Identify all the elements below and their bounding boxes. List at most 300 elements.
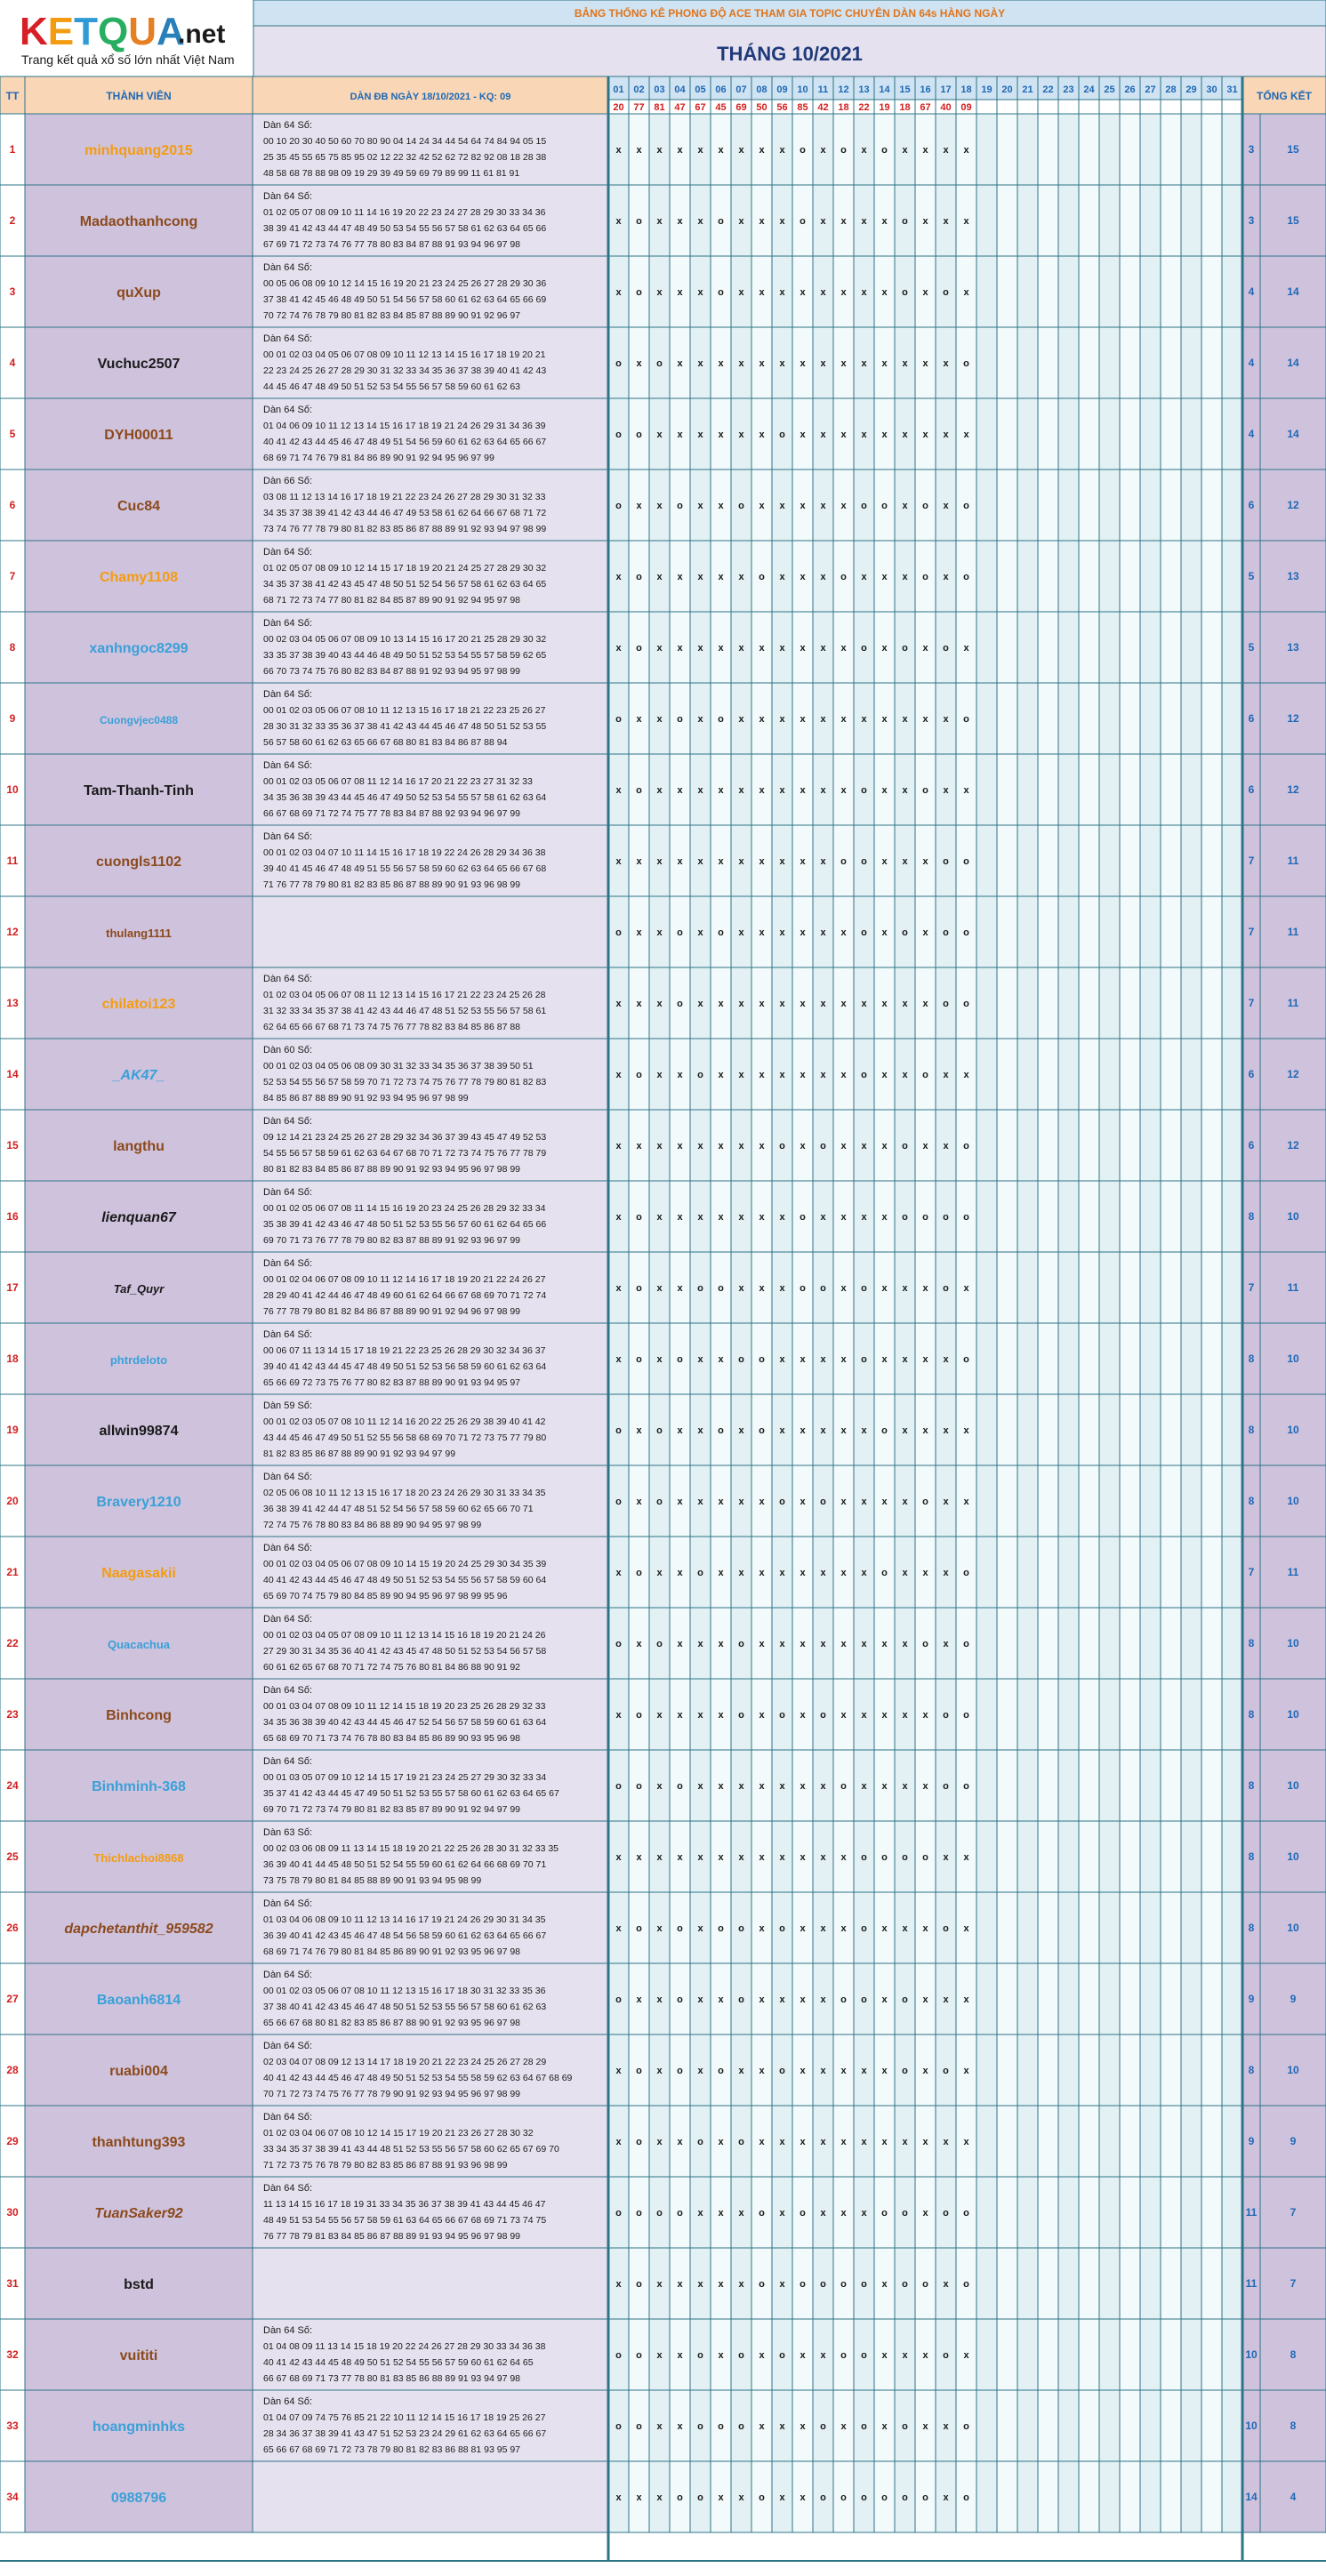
dan-numbers-line: 00 02 03 04 05 06 07 08 09 10 13 14 15 16 17 20 21 25 28 29 30 32: [263, 634, 547, 645]
row-number: 9: [9, 712, 16, 725]
day-cell: [997, 825, 1017, 896]
member-row[interactable]: [0, 2390, 1326, 2461]
member-name[interactable]: ruabi004: [109, 2064, 168, 2079]
day-cell: [1058, 2319, 1079, 2390]
day-cell: [1038, 825, 1058, 896]
miss-mark: o: [820, 1283, 826, 1294]
hit-mark: x: [718, 1070, 724, 1080]
member-name[interactable]: Bravery1210: [96, 1495, 181, 1510]
dan-numbers-line: 00 01 02 03 05 06 07 08 10 11 12 13 15 16 17 18 30 31 32 33 35 36: [263, 1986, 546, 1996]
day-cell: [1181, 612, 1201, 683]
miss-mark: o: [615, 358, 622, 369]
hit-mark: x: [718, 1781, 724, 1792]
hit-mark: x: [759, 2421, 765, 2432]
miss-count: 14: [1245, 2491, 1258, 2503]
member-row[interactable]: [0, 683, 1326, 754]
day-cell: [1161, 1892, 1181, 1963]
day-cell: [1181, 2034, 1201, 2106]
hit-mark: x: [697, 1425, 703, 1436]
miss-count: 10: [1245, 2420, 1258, 2432]
member-name[interactable]: langthu: [113, 1139, 165, 1154]
day-cell: [1120, 1394, 1140, 1465]
day-cell: [1120, 398, 1140, 469]
member-row[interactable]: [0, 896, 1326, 967]
hit-mark: x: [881, 572, 888, 582]
day-cell: [1181, 1821, 1201, 1892]
miss-mark: o: [922, 785, 928, 796]
member-name[interactable]: xanhngoc8299: [89, 641, 189, 656]
day-number: 18: [960, 84, 972, 95]
hit-mark: x: [840, 1568, 847, 1578]
logo-letter: A: [157, 10, 185, 53]
member-row[interactable]: [0, 612, 1326, 683]
day-cell: [1058, 1323, 1079, 1394]
hit-mark: x: [902, 1497, 908, 1507]
member-name[interactable]: Baoanh6814: [96, 1993, 181, 2008]
day-cell: [1038, 683, 1058, 754]
day-cell: [1120, 612, 1140, 683]
hit-mark: x: [881, 1710, 888, 1721]
miss-mark: o: [902, 216, 908, 227]
hit-mark: x: [615, 287, 622, 298]
hit-mark: x: [738, 2066, 744, 2076]
member-name[interactable]: DYH00011: [104, 428, 173, 443]
hit-mark: x: [779, 785, 785, 796]
member-row[interactable]: [0, 1394, 1326, 1465]
day-cell: [1058, 896, 1079, 967]
hit-count: 11: [1287, 926, 1299, 938]
day-cell: [1038, 2319, 1058, 2390]
day-cell: [1017, 398, 1038, 469]
miss-mark: o: [902, 2492, 908, 2503]
logo[interactable]: [0, 0, 253, 76]
day-cell: [1079, 612, 1099, 683]
day-cell: [1222, 2106, 1242, 2177]
hit-mark: x: [779, 358, 785, 369]
row-number: 25: [6, 1850, 19, 1863]
hit-mark: x: [697, 1354, 703, 1365]
hit-mark: x: [759, 1141, 765, 1152]
hit-mark: x: [963, 287, 969, 298]
member-row[interactable]: [0, 469, 1326, 541]
miss-mark: o: [697, 2137, 703, 2147]
miss-mark: o: [861, 643, 867, 654]
day-cell: [1038, 1750, 1058, 1821]
day-cell: [1201, 2390, 1222, 2461]
member-name[interactable]: lienquan67: [101, 1210, 176, 1225]
dan-numbers-line: 01 02 05 07 08 09 10 12 14 15 17 18 19 20 21 24 25 27 28 29 30 32: [263, 563, 547, 574]
member-row[interactable]: [0, 541, 1326, 612]
row-number: 16: [6, 1210, 19, 1223]
day-cell: [1058, 1608, 1079, 1679]
hit-mark: x: [902, 1070, 908, 1080]
day-cell: [997, 469, 1017, 541]
member-name[interactable]: thulang1111: [106, 927, 172, 940]
hit-count: 14: [1287, 428, 1299, 440]
hit-mark: x: [861, 358, 867, 369]
dan-numbers-line: 00 01 02 03 04 07 10 11 14 15 16 17 18 19 22 24 26 28 29 34 36 38: [263, 847, 546, 858]
day-number: 23: [1063, 84, 1074, 95]
miss-count: 7: [1248, 1566, 1255, 1578]
day-cell: [1161, 1394, 1181, 1465]
hit-mark: x: [820, 145, 826, 156]
hit-mark: x: [697, 714, 703, 725]
miss-mark: o: [902, 2208, 908, 2219]
hit-mark: x: [656, 643, 663, 654]
day-cell: [1099, 754, 1120, 825]
member-name[interactable]: TuanSaker92: [94, 2206, 183, 2221]
hit-mark: x: [718, 643, 724, 654]
miss-mark: o: [779, 2066, 785, 2076]
day-cell: [1161, 1608, 1181, 1679]
hit-mark: x: [800, 501, 806, 511]
day-cell: [1017, 256, 1038, 327]
miss-mark: o: [922, 1497, 928, 1507]
day-cell: [1181, 1679, 1201, 1750]
member-row[interactable]: [0, 1465, 1326, 1537]
miss-mark: o: [902, 1852, 908, 1863]
dan-numbers-line: 36 39 40 41 44 45 48 50 51 52 54 55 59 60 61 62 64 66 68 69 70 71: [263, 1859, 547, 1870]
row-number: 31: [6, 2277, 19, 2290]
hit-mark: x: [943, 2421, 949, 2432]
member-name[interactable]: 0988796: [110, 2491, 167, 2506]
miss-mark: o: [615, 1639, 622, 1649]
hit-count: 8: [1290, 2348, 1297, 2361]
member-row[interactable]: [0, 1252, 1326, 1323]
day-number: 13: [858, 84, 870, 95]
day-cell: [1017, 1537, 1038, 1608]
member-name[interactable]: Tam-Thanh-Tinh: [84, 783, 194, 798]
hit-mark: x: [881, 429, 888, 440]
member-row[interactable]: [0, 1892, 1326, 1963]
hit-mark: x: [779, 1354, 785, 1365]
dan-numbers-line: 01 03 04 06 08 09 10 11 12 13 14 16 17 19 21 24 26 29 30 31 34 35: [263, 1914, 546, 1925]
day-cell: [997, 1608, 1017, 1679]
member-row[interactable]: [0, 256, 1326, 327]
dan-numbers-line: 22 23 24 25 26 27 28 29 30 31 32 33 34 35 36 37 38 39 40 41 42 43: [263, 365, 547, 376]
miss-mark: o: [902, 1212, 908, 1223]
day-cell: [997, 2177, 1017, 2248]
miss-mark: o: [759, 1354, 765, 1365]
hit-count: 12: [1287, 712, 1299, 725]
miss-mark: o: [963, 572, 969, 582]
dan-title: Dàn 64 Số:: [263, 760, 313, 771]
member-name[interactable]: Binhcong: [106, 1708, 172, 1723]
day-cell: [1017, 896, 1038, 967]
miss-count: 6: [1248, 499, 1255, 511]
hit-mark: x: [881, 1354, 888, 1365]
hit-mark: x: [697, 1781, 703, 1792]
miss-mark: o: [902, 287, 908, 298]
hit-mark: x: [840, 1283, 847, 1294]
member-row[interactable]: [0, 2177, 1326, 2248]
member-name[interactable]: phtrdeloto: [109, 1353, 168, 1367]
member-row[interactable]: [0, 1039, 1326, 1110]
day-cell: [1038, 1821, 1058, 1892]
day-cell: [976, 612, 997, 683]
miss-mark: o: [636, 2208, 642, 2219]
day-cell: [1201, 1465, 1222, 1537]
day-cell: [1017, 2461, 1038, 2532]
member-name[interactable]: chilatoi123: [101, 997, 176, 1012]
miss-mark: o: [636, 2066, 642, 2076]
miss-mark: o: [738, 501, 744, 511]
hit-mark: x: [820, 856, 826, 867]
day-cell: [1017, 1465, 1038, 1537]
miss-mark: o: [902, 1994, 908, 2005]
dan-title: Dàn 64 Số:: [263, 1116, 313, 1127]
day-cell: [1161, 1963, 1181, 2034]
hit-mark: x: [881, 2066, 888, 2076]
hit-mark: x: [677, 1639, 683, 1649]
day-cell: [1038, 1323, 1058, 1394]
hit-mark: x: [840, 785, 847, 796]
day-result: 47: [674, 102, 686, 113]
member-row[interactable]: [0, 2319, 1326, 2390]
member-row[interactable]: [0, 1679, 1326, 1750]
hit-count: 10: [1287, 1779, 1299, 1792]
day-cell: [1058, 2106, 1079, 2177]
member-row[interactable]: [0, 185, 1326, 256]
miss-count: 6: [1248, 712, 1255, 725]
member-row[interactable]: [0, 1608, 1326, 1679]
day-cell: [1017, 1750, 1038, 1821]
row-number: 34: [6, 2491, 19, 2503]
hit-mark: x: [677, 1852, 683, 1863]
member-row[interactable]: [0, 2106, 1326, 2177]
hit-mark: x: [615, 999, 622, 1009]
day-number: 09: [776, 84, 788, 95]
miss-mark: o: [943, 1710, 949, 1721]
member-row[interactable]: [0, 1750, 1326, 1821]
hit-mark: x: [615, 2137, 622, 2147]
row-number: 8: [9, 641, 16, 654]
hit-mark: x: [963, 1497, 969, 1507]
miss-mark: o: [697, 1070, 703, 1080]
hit-mark: x: [881, 856, 888, 867]
hit-mark: x: [800, 572, 806, 582]
dan-numbers-line: 48 49 51 53 54 55 56 57 58 59 61 63 64 65 66 67 68 69 71 73 74 75: [263, 2215, 547, 2226]
member-name[interactable]: thanhtung393: [92, 2135, 186, 2150]
member-name[interactable]: quXup: [117, 285, 161, 301]
dan-numbers-line: 60 61 62 65 67 68 70 71 72 74 75 76 80 81 84 86 88 90 91 92: [263, 1662, 521, 1673]
day-cell: [1120, 2106, 1140, 2177]
day-number: 08: [756, 84, 767, 95]
hit-mark: x: [800, 785, 806, 796]
logo-brand: [20, 10, 185, 53]
member-name[interactable]: Madaothanhcong: [79, 214, 198, 229]
hit-count: 10: [1287, 2064, 1299, 2076]
day-cell: [1099, 896, 1120, 967]
member-row[interactable]: [0, 1963, 1326, 2034]
logo-letter: E: [47, 10, 75, 53]
miss-mark: o: [902, 2066, 908, 2076]
miss-mark: o: [943, 927, 949, 938]
day-cell: [1058, 1537, 1079, 1608]
hit-mark: x: [718, 2350, 724, 2361]
day-cell: [1120, 1252, 1140, 1323]
member-row[interactable]: [0, 825, 1326, 896]
hit-mark: x: [922, 145, 928, 156]
day-cell: [1161, 1110, 1181, 1181]
member-name[interactable]: Naagasakii: [101, 1566, 176, 1581]
member-row[interactable]: [0, 398, 1326, 469]
hit-mark: x: [820, 2137, 826, 2147]
dan-numbers-line: 69 70 71 72 73 74 79 80 81 82 83 85 87 89 90 91 92 94 97 99: [263, 1804, 521, 1815]
day-cell: [997, 1039, 1017, 1110]
day-cell: [1038, 114, 1058, 185]
hit-mark: x: [738, 1568, 744, 1578]
dan-numbers-line: 00 01 02 03 04 05 06 07 08 09 10 14 15 19 20 24 25 29 30 34 35 39: [263, 1559, 547, 1569]
day-cell: [1161, 2319, 1181, 2390]
hit-mark: x: [861, 2137, 867, 2147]
hit-mark: x: [922, 1923, 928, 1934]
hit-mark: x: [800, 1354, 806, 1365]
day-cell: [997, 2248, 1017, 2319]
miss-mark: o: [861, 2279, 867, 2290]
day-cell: [1140, 1892, 1161, 1963]
dan-numbers-line: 56 57 58 60 61 62 63 65 66 67 68 80 81 83 84 86 87 88 94: [263, 737, 508, 748]
day-cell: [1222, 541, 1242, 612]
day-cell: [997, 114, 1017, 185]
hit-mark: x: [697, 1639, 703, 1649]
miss-mark: o: [615, 927, 622, 938]
hit-mark: x: [820, 429, 826, 440]
member-name[interactable]: _AK47_: [112, 1068, 165, 1083]
dan-numbers-line: 69 70 71 73 76 77 78 79 80 82 83 87 88 89 91 92 93 96 97 99: [263, 1235, 521, 1246]
hit-mark: x: [943, 2137, 949, 2147]
member-name[interactable]: allwin99874: [99, 1424, 179, 1439]
member-name[interactable]: bstd: [124, 2277, 154, 2292]
miss-mark: o: [922, 2279, 928, 2290]
member-row[interactable]: [0, 114, 1326, 185]
miss-count: 11: [1245, 2277, 1258, 2290]
day-cell: [1140, 1110, 1161, 1181]
miss-mark: o: [779, 1497, 785, 1507]
day-cell: [1079, 1394, 1099, 1465]
dan-numbers-line: 40 41 42 43 44 45 46 47 48 49 51 54 56 59 60 61 62 63 64 65 66 67: [263, 437, 547, 447]
day-cell: [1038, 754, 1058, 825]
hit-mark: x: [881, 2137, 888, 2147]
day-cell: [1140, 2106, 1161, 2177]
day-cell: [1099, 1181, 1120, 1252]
member-name[interactable]: Taf_Quyr: [113, 1282, 165, 1296]
hit-mark: x: [656, 1354, 663, 1365]
hit-mark: x: [656, 216, 663, 227]
day-cell: [1038, 1679, 1058, 1750]
day-cell: [1079, 1252, 1099, 1323]
day-cell: [1017, 2248, 1038, 2319]
hit-mark: x: [677, 572, 683, 582]
day-cell: [1222, 2034, 1242, 2106]
hit-mark: x: [759, 429, 765, 440]
member-name[interactable]: Chamy1108: [99, 570, 179, 585]
miss-mark: o: [943, 2066, 949, 2076]
miss-mark: o: [881, 2492, 888, 2503]
day-cell: [1058, 825, 1079, 896]
miss-mark: o: [677, 2492, 683, 2503]
day-number: 30: [1206, 84, 1218, 95]
miss-mark: o: [861, 2421, 867, 2432]
hit-mark: x: [820, 216, 826, 227]
member-name[interactable]: minhquang2015: [84, 143, 193, 158]
day-cell: [1222, 1110, 1242, 1181]
day-cell: [1222, 327, 1242, 398]
hit-mark: x: [943, 1141, 949, 1152]
member-name[interactable]: Cuc84: [117, 499, 161, 514]
dan-title: Dàn 64 Số:: [263, 333, 313, 344]
member-row[interactable]: [0, 2461, 1326, 2532]
dan-numbers-line: 00 01 02 03 05 06 07 08 11 12 14 16 17 20 21 22 23 27 31 32 33: [263, 776, 533, 787]
miss-mark: o: [697, 1568, 703, 1578]
member-row[interactable]: [0, 1537, 1326, 1608]
hit-mark: x: [779, 1070, 785, 1080]
hit-mark: x: [800, 1070, 806, 1080]
day-cell: [1201, 1608, 1222, 1679]
member-row[interactable]: [0, 1323, 1326, 1394]
member-name[interactable]: Cuongvjec0488: [99, 714, 179, 726]
day-cell: [1017, 825, 1038, 896]
day-cell: [976, 754, 997, 825]
hit-mark: x: [922, 1781, 928, 1792]
dan-title: Dàn 60 Số:: [263, 1045, 313, 1055]
day-number: 11: [817, 84, 829, 95]
dan-numbers-line: 36 38 39 41 42 44 47 48 51 52 54 56 57 58 59 60 62 65 66 70 71: [263, 1504, 534, 1514]
hit-mark: x: [697, 856, 703, 867]
member-name[interactable]: cuongls1102: [95, 855, 182, 870]
hit-mark: x: [840, 1852, 847, 1863]
day-cell: [1079, 2390, 1099, 2461]
hit-mark: x: [820, 1781, 826, 1792]
day-cell: [1038, 1181, 1058, 1252]
hit-mark: x: [963, 643, 969, 654]
result-cell: [1181, 100, 1201, 114]
member-row[interactable]: [0, 1110, 1326, 1181]
day-cell: [1017, 1821, 1038, 1892]
member-name[interactable]: Vuchuc2507: [97, 357, 181, 372]
member-row[interactable]: [0, 1181, 1326, 1252]
member-row[interactable]: [0, 967, 1326, 1039]
day-number: 26: [1124, 84, 1136, 95]
member-name[interactable]: dapchetanthit_959582: [64, 1922, 213, 1937]
hit-mark: x: [718, 785, 724, 796]
member-row[interactable]: [0, 2034, 1326, 2106]
hit-mark: x: [881, 1781, 888, 1792]
hit-mark: x: [902, 1283, 908, 1294]
member-name[interactable]: vuititi: [119, 2348, 158, 2363]
hit-mark: x: [963, 1070, 969, 1080]
member-name[interactable]: Binhminh-368: [92, 1779, 186, 1794]
day-cell: [1181, 1252, 1201, 1323]
hit-mark: x: [820, 1212, 826, 1223]
member-name[interactable]: hoangminhks: [92, 2420, 186, 2435]
day-cell: [1201, 2106, 1222, 2177]
member-row[interactable]: [0, 327, 1326, 398]
member-row[interactable]: [0, 1821, 1326, 1892]
hit-mark: x: [820, 572, 826, 582]
day-cell: [997, 1110, 1017, 1181]
day-cell: [1079, 1537, 1099, 1608]
hit-count: 12: [1287, 1068, 1299, 1080]
member-row[interactable]: [0, 754, 1326, 825]
member-row[interactable]: [0, 2248, 1326, 2319]
day-cell: [1099, 2248, 1120, 2319]
miss-mark: o: [963, 2208, 969, 2219]
day-cell: [1140, 185, 1161, 256]
member-name[interactable]: Quacachua: [107, 1638, 171, 1651]
day-cell: [1038, 612, 1058, 683]
member-name[interactable]: Thichlachoi8868: [93, 1851, 184, 1865]
